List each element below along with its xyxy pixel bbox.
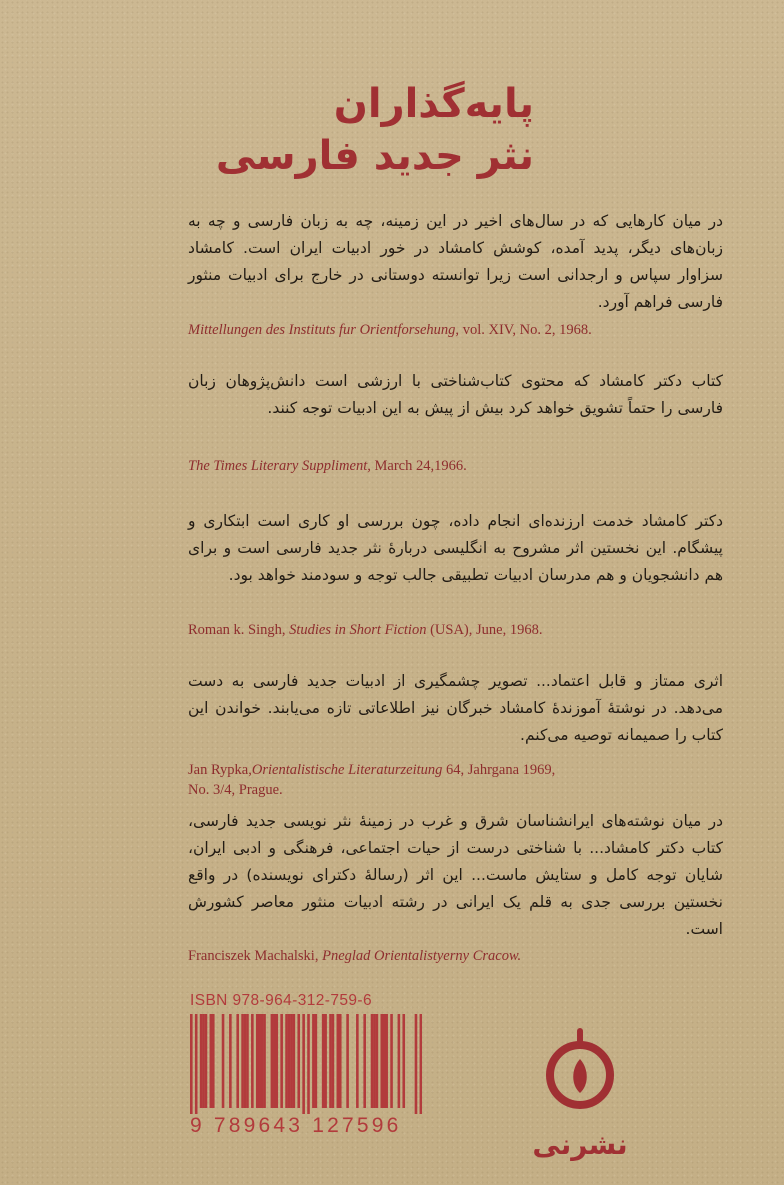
citation-source: Studies in Short Fiction: [289, 622, 427, 638]
barcode-bar: [302, 1014, 305, 1114]
barcode-bar: [339, 1014, 342, 1108]
barcode-bar: [256, 1014, 259, 1108]
barcode-bar: [307, 1014, 310, 1114]
citation-detail: March 24,1966.: [370, 458, 467, 474]
review-text-1: در میان کارهایی که در سال‌های اخیر در این زمینه، چه به زبان فارسی و چه به زبان‌های دیگر، پدید آمده، کوشش کامشاد در خور ادبیات ایران است. کامشاد سزاوار سپاس و ارجدانی است زیرا توانسته دوستانی در خارج برای ادبیات منثور فارسی فراهم آورد.: [188, 212, 723, 311]
barcode-bar: [251, 1014, 254, 1108]
review-text-5: در میان نوشته‌های ایرانشناسان شرق و غرب در زمینهٔ نثر نویسی جدید فارسی، کتاب دکتر کامشاد... با شناختی درست از حیات اجتماعی، فرهنگی و ادبی ایران، شایان توجه کامل و ستایش ماست... این اثر (رسالهٔ دکترای نویسنده) در واقع نخستین بررسی جدی به قلم یک ایرانی در رشته ادبیات منثور معاصر کشورش است.: [188, 812, 723, 938]
barcode-bar: [271, 1014, 274, 1108]
review-citation-2: [188, 456, 728, 476]
barcode-bar: [293, 1014, 296, 1108]
barcode-bar: [415, 1014, 418, 1114]
book-title-line-2: نثر جدید فارسی: [215, 133, 534, 179]
barcode-bar: [280, 1014, 283, 1108]
citation-source: The Times Literary Suppliment,: [188, 458, 371, 474]
barcode-bar: [346, 1014, 349, 1108]
review-text-4: اثری ممتاز و قابل اعتماد... تصویر چشمگیری از ادبیات جدید فارسی به دست می‌دهد. در نوشتهٔ آموزندهٔ کامشاد خبرگان نیز اطلاعاتی تازه می‌یابند. خواندن این کتاب را صمیمانه توصیه می‌کنم.: [188, 672, 723, 744]
barcode-bar: [258, 1014, 261, 1108]
barcode-bar: [261, 1014, 264, 1108]
barcode-bar: [312, 1014, 315, 1108]
barcode-bar: [315, 1014, 318, 1108]
citation-source: Orientalistische Literaturzeitung: [251, 762, 443, 778]
barcode-bar: [363, 1014, 366, 1108]
citation-detail: (USA), June, 1968.: [426, 622, 543, 638]
barcode-bar: [420, 1014, 422, 1114]
citation-source: Pneglad Orientalistyerny Cracow.: [322, 948, 522, 964]
barcode-bar: [290, 1014, 293, 1108]
citation-detail: vol. XIV, No. 2, 1968.: [459, 322, 592, 338]
review-citation-4: [188, 760, 728, 780]
book-title-line-1: پایه‌گذاران: [333, 81, 534, 127]
review-citation-4-line-2: No. 3/4, Prague.: [188, 782, 283, 798]
barcode-bar: [390, 1014, 393, 1108]
review-citation-3: [188, 620, 728, 640]
barcode-bar: [200, 1014, 203, 1108]
barcode-bar: [202, 1014, 205, 1108]
barcode-bar: [190, 1014, 193, 1114]
citation-author: Franciszek Machalski,: [188, 948, 323, 964]
barcode-bar: [385, 1014, 388, 1108]
barcode-bar: [236, 1014, 239, 1108]
barcode-bar: [356, 1014, 359, 1108]
barcode-bar: [383, 1014, 386, 1108]
citation-detail: 64, Jahrgana 1969,: [442, 762, 556, 778]
barcode-bar: [398, 1014, 401, 1108]
barcode-bar: [324, 1014, 327, 1108]
barcode-bar: [322, 1014, 325, 1108]
barcode-bar: [337, 1014, 340, 1108]
barcode-bar: [246, 1014, 249, 1108]
review-citation-5: [188, 946, 728, 966]
citation-author: Roman k. Singh,: [188, 622, 290, 638]
barcode-bar: [402, 1014, 405, 1108]
citation-author: Jan Rypka,: [188, 762, 252, 778]
barcode-bar: [275, 1014, 278, 1108]
barcode-bar: [241, 1014, 244, 1108]
barcode-bar: [373, 1014, 376, 1108]
ean-digits: 9 789643 127596: [190, 1114, 402, 1137]
barcode-bar: [263, 1014, 266, 1108]
barcode-bar: [212, 1014, 215, 1108]
publisher-name: نشرنی: [532, 1128, 628, 1161]
barcode-bar: [329, 1014, 332, 1108]
citation-source: Mittellungen des Instituts fur Orientforsehung,: [188, 322, 460, 338]
review-text-3: دکتر کامشاد خدمت ارزنده‌ای انجام داده، چون بررسی او کاری است ابتکاری و پیشگام. این نخستین اثر مشروح به انگلیسی دربارهٔ نثر جدید فارسی است و برای هم دانشجویان و هم مدرسان ادبیات تطبیقی جالب توجه و سودمند خواهد بود.: [188, 512, 723, 584]
barcode-bar: [229, 1014, 232, 1108]
barcode-bar: [380, 1014, 383, 1108]
barcode-bar: [195, 1014, 198, 1114]
review-citation-1: [188, 320, 728, 340]
barcode-bar: [297, 1014, 300, 1108]
barcode: [190, 1014, 422, 1114]
barcode-bar: [285, 1014, 288, 1108]
barcode-bar: [332, 1014, 335, 1108]
barcode-bar: [288, 1014, 291, 1108]
barcode-bar: [205, 1014, 208, 1108]
publisher-logo-icon: [540, 965, 620, 1140]
isbn-text: ISBN 978-964-312-759-6: [190, 992, 372, 1009]
barcode-bar: [371, 1014, 374, 1108]
barcode-bar: [210, 1014, 213, 1108]
review-text-2: کتاب دکتر کامشاد که محتوی کتاب‌شناختی با ارزشی است دانش‌پژوهان زبان فارسی را حتماً تشویق خواهد کرد بیش از پیش به این ادبیات توجه کنند.: [188, 372, 723, 417]
barcode-bar: [273, 1014, 276, 1108]
barcode-bar: [244, 1014, 247, 1108]
barcode-bar: [376, 1014, 379, 1108]
barcode-bar: [222, 1014, 225, 1108]
